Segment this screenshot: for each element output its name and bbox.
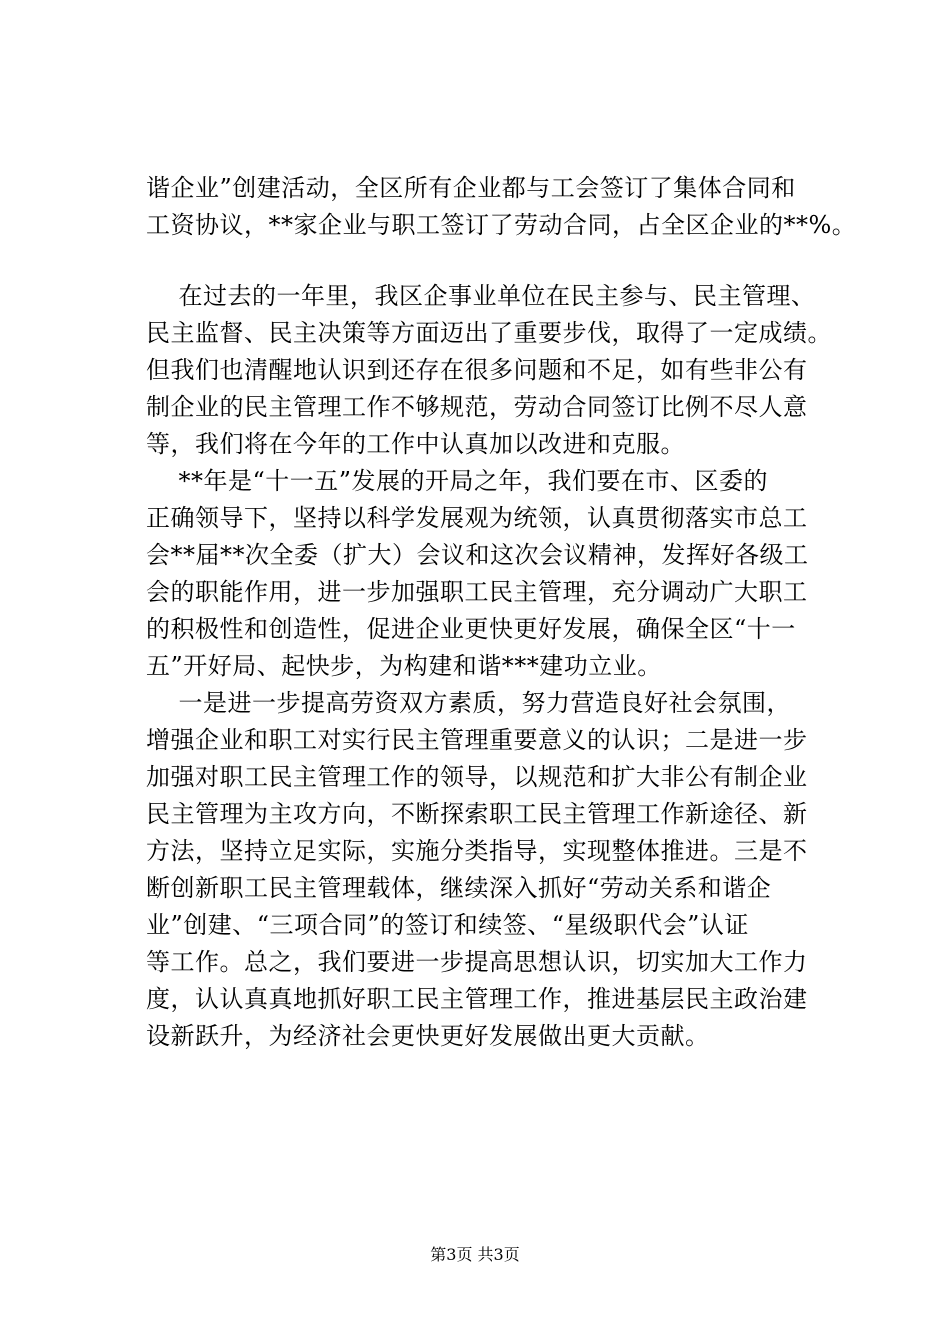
text-line: 在过去的一年里，我区企事业单位在民主参与、民主管理、 bbox=[146, 282, 816, 310]
text-line: 加强对职工民主管理工作的领导，以规范和扩大非公有制企业 bbox=[146, 763, 808, 791]
text-line: 谐企业”创建活动，全区所有企业都与工会签订了集体合同和 bbox=[146, 174, 796, 202]
text-line: 等工作。总之，我们要进一步提高思想认识，切实加大工作力 bbox=[146, 948, 808, 976]
paragraph-gap bbox=[146, 244, 826, 278]
text-line: 等，我们将在今年的工作中认真加以改进和克服。 bbox=[146, 430, 685, 458]
text-line: 断创新职工民主管理载体，继续深入抓好“劳动关系和谐企 bbox=[146, 874, 772, 902]
text-line: 的积极性和创造性，促进企业更快更好发展，确保全区“十一 bbox=[146, 615, 796, 643]
text-line: 度，认认真真地抓好职工民主管理工作，推进基层民主政治建 bbox=[146, 985, 808, 1013]
document-body bbox=[146, 170, 857, 1055]
text-line: 会的职能作用，进一步加强职工民主管理，充分调动广大职工 bbox=[146, 578, 808, 606]
text-line: 民主监督、民主决策等方面迈出了重要步伐，取得了一定成绩。 bbox=[146, 319, 832, 347]
text-line: 但我们也清醒地认识到还存在很多问题和不足，如有些非公有 bbox=[146, 356, 808, 384]
text-line: 方法，坚持立足实际，实施分类指导，实现整体推进。三是不 bbox=[146, 837, 808, 865]
text-line: 增强企业和职工对实行民主管理重要意义的认识；二是进一步 bbox=[146, 726, 808, 754]
text-line: 设新跃升，为经济社会更快更好发展做出更大贡献。 bbox=[146, 1022, 710, 1050]
text-line: 民主管理为主攻方向，不断探索职工民主管理工作新途径、新 bbox=[146, 800, 808, 828]
text-line: 工资协议，**家企业与职工签订了劳动合同，占全区企业的**%。 bbox=[146, 211, 857, 239]
text-line: 一是进一步提高劳资双方素质，努力营造良好社会氛围， bbox=[146, 689, 792, 717]
text-line: **年是“十一五”发展的开局之年，我们要在市、区委的 bbox=[146, 467, 769, 495]
text-line: 业”创建、“三项合同”的签订和续签、“星级职代会”认证 bbox=[146, 911, 749, 939]
text-line: 会**届**次全委（扩大）会议和这次会议精神，发挥好各级工 bbox=[146, 541, 809, 569]
text-line: 正确领导下，坚持以科学发展观为统领，认真贯彻落实市总工 bbox=[146, 504, 808, 532]
page-number-footer: 第3页 共3页 bbox=[430, 1245, 520, 1264]
text-line: 制企业的民主管理工作不够规范，劳动合同签订比例不尽人意 bbox=[146, 393, 808, 421]
text-line: 五”开好局、起快步，为构建和谐***建功立业。 bbox=[146, 652, 662, 680]
